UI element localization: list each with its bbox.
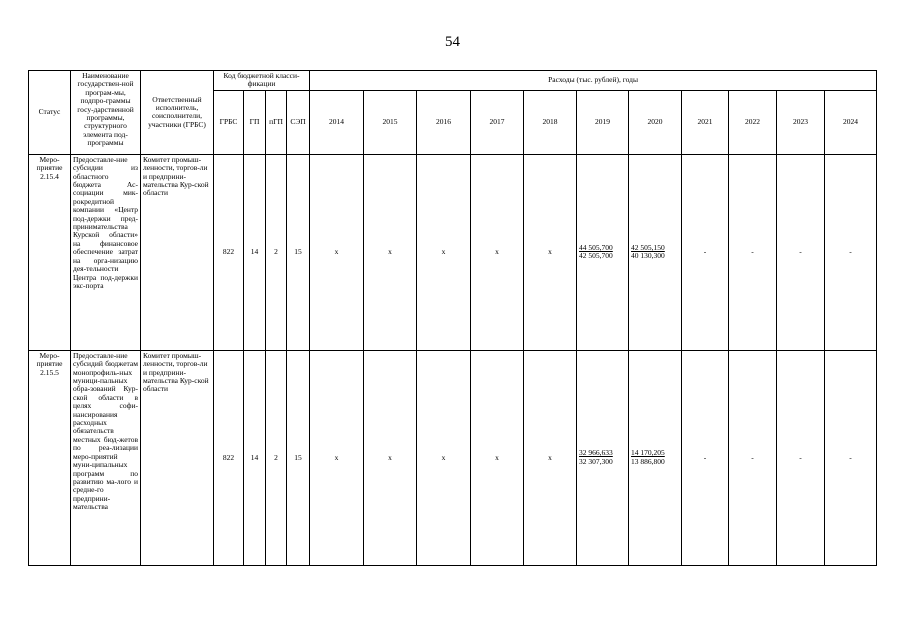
row-status: Меро-приятие 2.15.5 (29, 350, 71, 565)
row-2023: - (777, 154, 825, 350)
header-expenses: Расходы (тыс. рублей), годы (310, 71, 877, 91)
row-responsible: Комитет промыш-ленности, торгов-ли и предприни-мательства Кур-ской области (141, 350, 214, 565)
row-status: Меро-приятие 2.15.4 (29, 154, 71, 350)
new-value: 13 886,800 (631, 456, 665, 466)
row-2020 (629, 350, 682, 565)
new-value: 32 307,300 (579, 456, 613, 466)
row-name: Предоставле-ние субсидий бюджетам монопрофиль-ных муници-пальных обра-зований Кур-ской области в целях софи-нансирования расходных обязательств местных бюд-жетов по реа-лизации меро-приятий муни-ципальных программ по развитию ма-лого и средне-го предприни-мательства (71, 350, 141, 565)
table-row (29, 350, 877, 565)
row-2022: - (729, 350, 777, 565)
header-responsible: Ответственный исполнитель, соисполнители, участники (ГРБС) (141, 71, 214, 155)
row-2018: x (524, 350, 577, 565)
new-value: 40 130,300 (631, 251, 665, 261)
row-grbs: 822 (214, 154, 244, 350)
old-value: 44 505,700 (579, 242, 613, 252)
page-number: 54 (445, 34, 460, 50)
header-year-2015: 2015 (364, 90, 417, 154)
row-2015: x (364, 154, 417, 350)
header-year-2024: 2024 (825, 90, 877, 154)
row-grbs: 822 (214, 350, 244, 565)
row-2021: - (682, 154, 729, 350)
row-2019 (577, 350, 629, 565)
table-row (29, 154, 877, 350)
row-2016: x (417, 350, 471, 565)
new-value: 42 505,700 (579, 251, 613, 261)
row-2018: x (524, 154, 577, 350)
row-2024: - (825, 154, 877, 350)
row-sep: 15 (287, 154, 310, 350)
header-year-2014: 2014 (310, 90, 364, 154)
row-2014: x (310, 350, 364, 565)
header-row-1 (29, 71, 877, 91)
row-2024: - (825, 350, 877, 565)
header-sep: СЭП (287, 90, 310, 154)
row-2014: x (310, 154, 364, 350)
row-2020 (629, 154, 682, 350)
old-value: 42 505,150 (631, 242, 665, 252)
row-gp: 14 (244, 350, 266, 565)
row-2016: x (417, 154, 471, 350)
row-name: Предоставле-ние субсидии из областного бюджета Ас-социации мик-рокредитной компании «Центр под-держки пред-принимательства Курской области» на финансовое обеспечение затрат на орга-низацию дея-тельности Центра под-держки экс-порта (71, 154, 141, 350)
header-budget-code: Код бюджетной класси-фикации (214, 71, 310, 91)
row-2021: - (682, 350, 729, 565)
old-value: 32 966,633 (579, 448, 613, 458)
header-year-2022: 2022 (729, 90, 777, 154)
row-2019 (577, 154, 629, 350)
row-gp: 14 (244, 154, 266, 350)
header-grbs: ГРБС (214, 90, 244, 154)
row-2015: x (364, 350, 417, 565)
row-2023: - (777, 350, 825, 565)
header-year-2018: 2018 (524, 90, 577, 154)
header-year-2023: 2023 (777, 90, 825, 154)
header-pgp: пГП (266, 90, 287, 154)
row-responsible: Комитет промыш-ленности, торгов-ли и предприни-мательства Кур-ской области (141, 154, 214, 350)
row-sep: 15 (287, 350, 310, 565)
row-pgp: 2 (266, 154, 287, 350)
row-2017: x (471, 154, 524, 350)
header-status: Статус (29, 71, 71, 155)
header-year-2017: 2017 (471, 90, 524, 154)
row-pgp: 2 (266, 350, 287, 565)
header-year-2019: 2019 (577, 90, 629, 154)
row-2017: x (471, 350, 524, 565)
header-gp: ГП (244, 90, 266, 154)
header-name: Наименование государствен-ной програм-мы, подпро-граммы госу-дарственной программы, структурного элемента под-программы (71, 71, 141, 155)
budget-table (28, 70, 877, 566)
old-value: 14 170,205 (631, 448, 665, 458)
header-year-2021: 2021 (682, 90, 729, 154)
row-2022: - (729, 154, 777, 350)
header-year-2020: 2020 (629, 90, 682, 154)
header-year-2016: 2016 (417, 90, 471, 154)
